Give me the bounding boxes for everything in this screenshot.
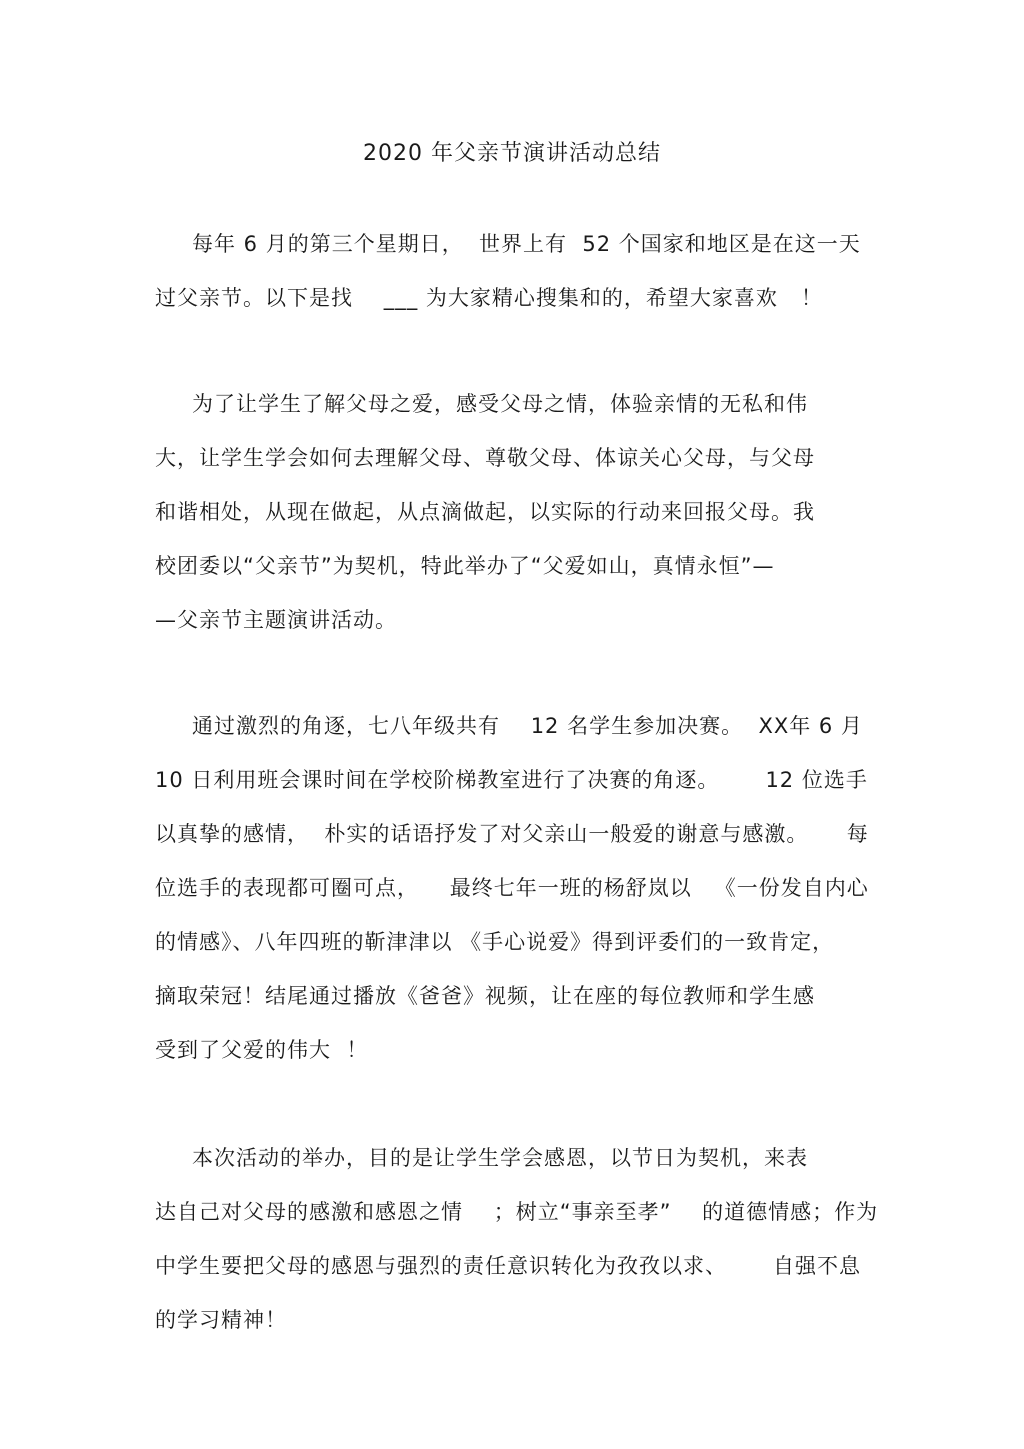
paragraph-2-line-5: —父亲节主题演讲活动。 (155, 608, 397, 632)
paragraph-4-line-1: 本次活动的举办，目的是让学生学会感恩，以节日为契机，来表 (192, 1146, 808, 1170)
paragraph-4-line-4: 的学习精神！ (155, 1308, 287, 1332)
paragraph-3-line-5: 的情感》、八年四班的靳津津以 《手心说爱》得到评委们的一致肯定， (155, 930, 835, 954)
paragraph-1-line-1: 每年 6 月的第三个星期日， 世界上有 52 个国家和地区是在这一天 (192, 232, 861, 256)
paragraph-line (0, 244, 1024, 352)
paragraph-3-line-3: 以真挚的感情， 朴实的话语抒发了对父亲山一般爱的谢意与感激。 每 (155, 822, 869, 846)
paragraph-3-line-4: 位选手的表现都可圈可点， 最终七年一班的杨舒岚以 《一份发自内心 (155, 876, 869, 900)
document-title: 2020 年父亲节演讲活动总结 (363, 141, 661, 166)
paragraph-2-line-1: 为了让学生了解父母之爱，感受父母之情，体验亲情的无私和伟 (192, 392, 808, 416)
paragraph-1-line-2: 过父亲节。以下是找 ___ 为大家精心搜集和的，希望大家喜欢 ！ (155, 286, 823, 310)
paragraph-line (0, 1266, 1024, 1374)
paragraph-3-line-6: 摘取荣冠！结尾通过播放《爸爸》视频，让在座的每位教师和学生感 (155, 984, 815, 1008)
paragraph-2-line-4: 校团委以“父亲节”为契机，特此举办了“父爱如山，真情永恒”— (155, 554, 775, 578)
paragraph-line (0, 566, 1024, 674)
paragraph-2-line-3: 和谐相处，从现在做起，从点滴做起，以实际的行动来回报父母。我 (155, 500, 815, 524)
paragraph-4-line-2: 达自己对父母的感激和感恩之情 ；树立“事亲至孝” 的道德情感；作为 (155, 1200, 879, 1224)
paragraph-3-line-1: 通过激烈的角逐，七八年级共有 12 名学生参加决赛。 XX年 6 月 (192, 714, 863, 738)
paragraph-3-line-2: 10 日利用班会课时间在学校阶梯教室进行了决赛的角逐。 12 位选手 (155, 768, 868, 792)
paragraph-3-line-7: 受到了父爱的伟大 ！ (155, 1038, 369, 1062)
paragraph-2-line-2: 大，让学生学会如何去理解父母、尊敬父母、体谅关心父母，与父母 (155, 446, 815, 470)
paragraph-line (0, 996, 1024, 1104)
paragraph-4-line-3: 中学生要把父母的感恩与强烈的责任意识转化为孜孜以求、 自强不息 (155, 1254, 862, 1278)
